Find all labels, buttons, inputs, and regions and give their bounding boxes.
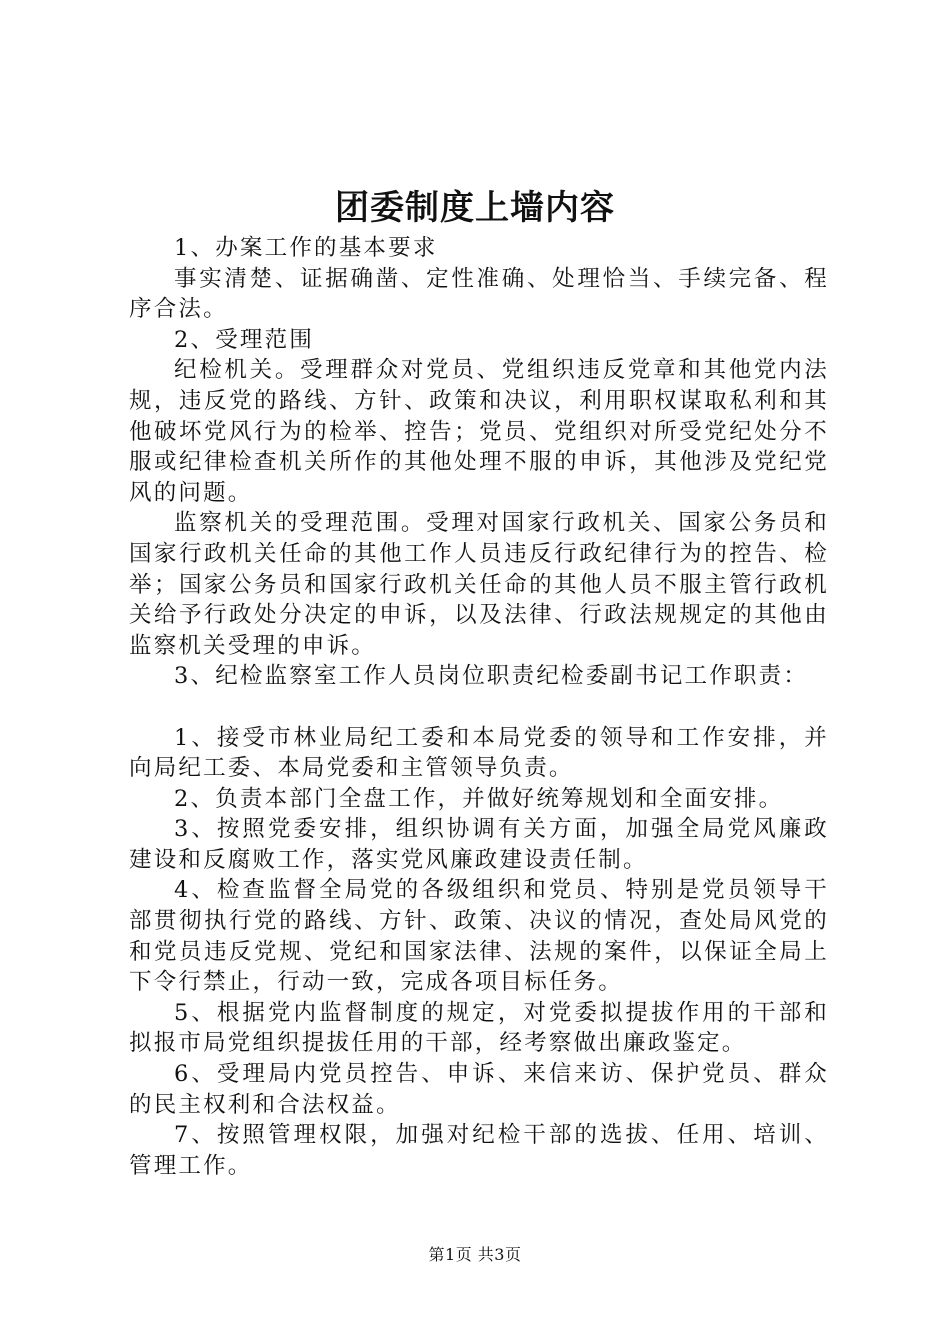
- page-number-footer: 第1页 共3页: [428, 1245, 522, 1264]
- duty-item: 1、接受市林业局纪工委和本局党委的领导和工作安排，并向局纪工委、本局党委和主管领导负责。: [129, 724, 829, 782]
- duty-item: 3、按照党委安排，组织协调有关方面，加强全局党风廉政建设和反腐败工作，落实党风廉政建设责任制。: [129, 816, 829, 873]
- paragraph-discipline-organs: 纪检机关。受理群众对党员、党组织违反党章和其他党内法规，违反党的路线、方针、政策和决议，利用职权谋取私利和其他破坏党风行为的检举、控告；党员、党组织对所受党纪处分不服或纪律检查机关所作的其他处理不服的申诉，其他涉及党纪党风的问题。: [129, 357, 829, 506]
- duty-item: 4、检查监督全局党的各级组织和党员、特别是党员领导干部贯彻执行党的路线、方针、政策、决议的情况，查处局风党的和党员违反党规、党纪和国家法律、法规的案件，以保证全局上下令行禁止，行动一致，完成各项目标任务。: [129, 877, 829, 996]
- document-title: 团委制度上墙内容: [335, 188, 615, 228]
- duty-item: 5、根据党内监督制度的规定，对党委拟提拔作用的干部和拟报市局党组织提拔任用的干部，经考察做出廉政鉴定。: [129, 999, 829, 1057]
- duty-item: 6、受理局内党员控告、申诉、来信来访、保护党员、群众的民主权利和合法权益。: [129, 1061, 829, 1118]
- section-heading-3: 3、纪检监察室工作人员岗位职责纪检委副书记工作职责：: [174, 663, 809, 690]
- paragraph-supervision-organs: 监察机关的受理范围。受理对国家行政机关、国家公务员和国家行政机关任命的其他工作人员违反行政纪律行为的控告、检举；国家公务员和国家行政机关任命的其他人员不服主管行政机关给予行政处分决定的申诉，以及法律、行政法规规定的其他由监察机关受理的申诉。: [129, 510, 829, 659]
- duty-item: 7、按照管理权限，加强对纪检干部的选拔、任用、培训、管理工作。: [129, 1122, 829, 1179]
- paragraph-requirements: 事实清楚、证据确凿、定性准确、处理恰当、手续完备、程序合法。: [129, 265, 829, 323]
- document-body: [129, 233, 829, 1181]
- blank-line: [129, 692, 829, 723]
- section-heading-2: 2、受理范围: [174, 326, 315, 353]
- duty-item: 2、负责本部门全盘工作，并做好统筹规划和全面安排。: [174, 785, 784, 812]
- section-heading-1: 1、办案工作的基本要求: [174, 235, 438, 261]
